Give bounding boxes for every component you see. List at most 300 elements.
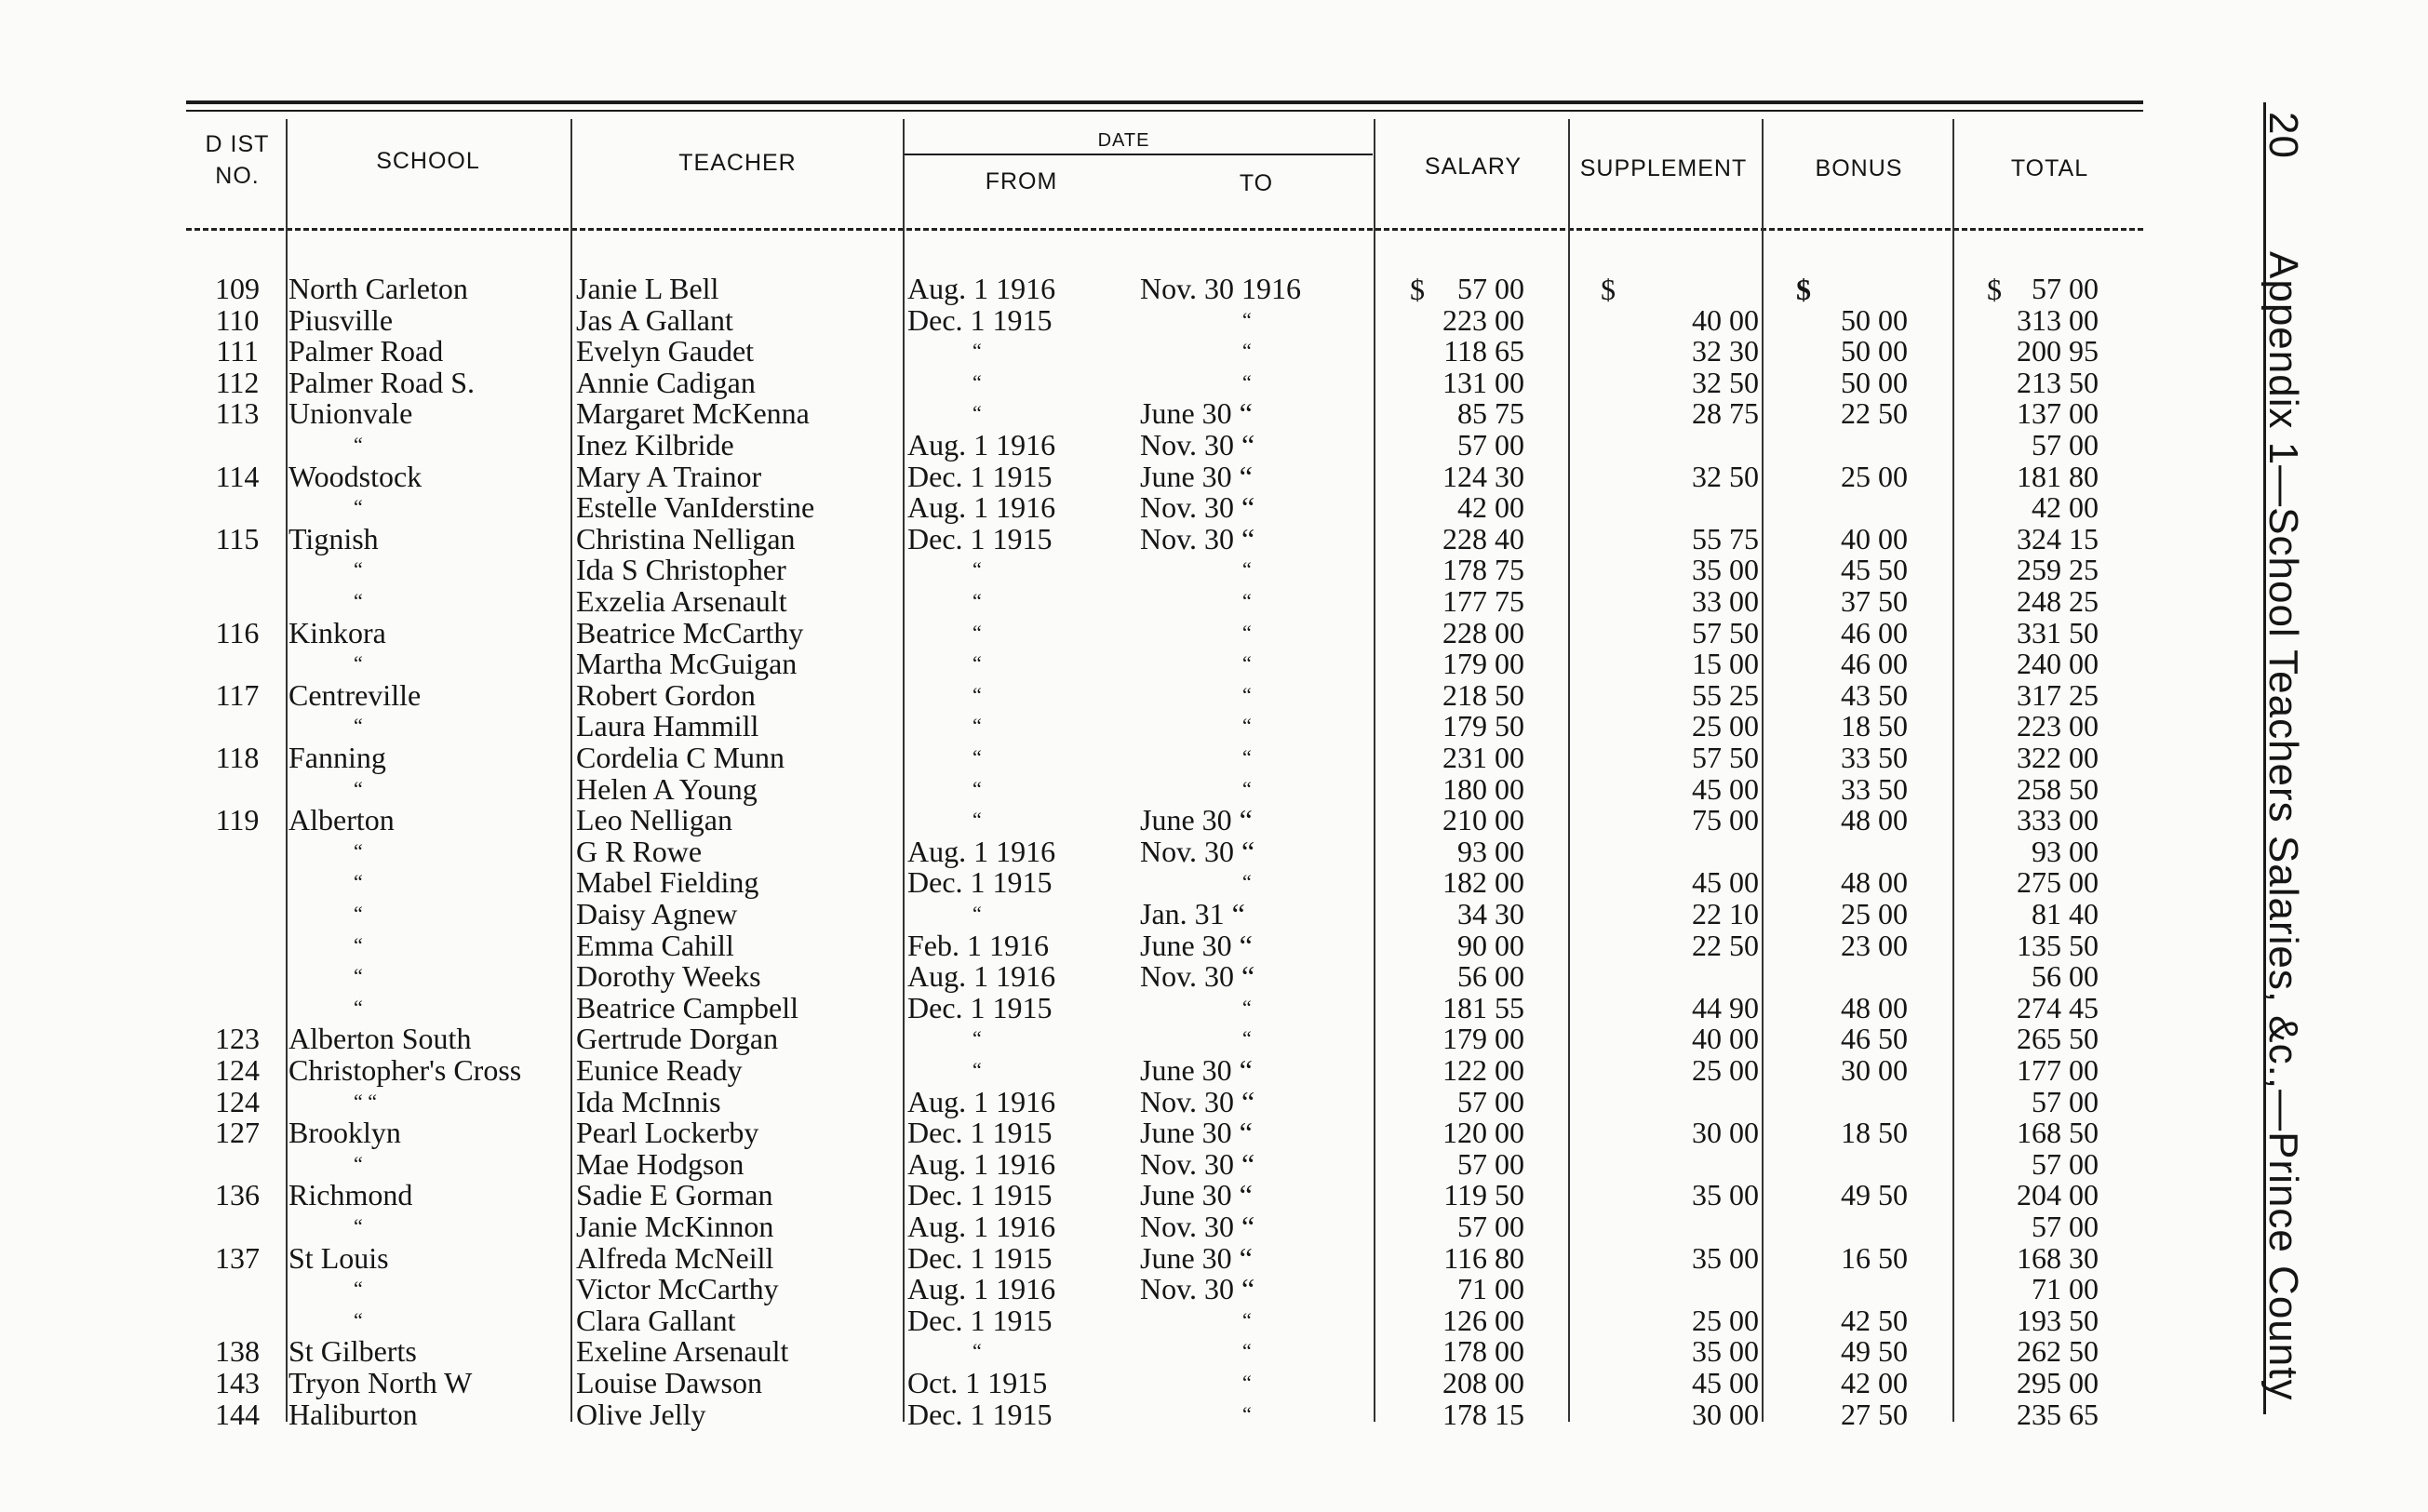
salary-cell: 181 55 (1442, 990, 1524, 1024)
total-cell: 181 80 (2017, 459, 2099, 493)
supplement-cell: 45 00 (1692, 865, 1759, 900)
from-date-cell: “ (973, 714, 982, 738)
salary-cell: 178 15 (1442, 1397, 1524, 1431)
bonus-cell: 43 50 (1841, 677, 1908, 712)
salary-cell: 178 75 (1442, 553, 1524, 587)
school-cell: Woodstock (288, 459, 423, 493)
teacher-cell: Ida McInnis (576, 1084, 721, 1118)
header-teacher: TEACHER (678, 150, 797, 176)
dist-cell: 118 (215, 741, 260, 774)
salary-cell: 57 00 (1457, 1210, 1524, 1243)
teacher-cell: Emma Cahill (576, 928, 734, 962)
from-date-cell: Dec. 1 1915 (907, 1303, 1053, 1337)
header-bonus: BONUS (1815, 155, 1903, 181)
salary-cell: 120 00 (1442, 1116, 1524, 1150)
teacher-cell: Louise Dawson (576, 1366, 762, 1399)
supplement-cell: 35 00 (1692, 1334, 1759, 1369)
table-row (0, 930, 2428, 961)
bonus-cell: 18 50 (1841, 709, 1908, 743)
teacher-cell: Alfreda McNeill (576, 1240, 774, 1275)
from-date-cell: “ (973, 401, 982, 425)
total-cell: 193 50 (2017, 1303, 2099, 1337)
school-cell: Unionvale (288, 396, 413, 431)
teacher-cell: Beatrice Campbell (576, 990, 799, 1024)
dist-cell: 114 (215, 459, 260, 493)
total-cell: 295 00 (2017, 1366, 2099, 1399)
teacher-cell: Clara Gallant (576, 1303, 736, 1337)
total-cell: 275 00 (2017, 865, 2099, 900)
total-cell: 331 50 (2017, 615, 2099, 649)
table-row (0, 617, 2428, 649)
supplement-cell: 22 50 (1692, 928, 1759, 962)
teacher-cell: Helen A Young (576, 771, 758, 806)
header-dist-no-label: D IST NO. (205, 131, 270, 189)
from-date-cell: Aug. 1 1916 (907, 1272, 1056, 1306)
salary-cell: 85 75 (1457, 396, 1524, 431)
salary-cell: 124 30 (1442, 459, 1524, 493)
to-date-cell: “ (1242, 714, 1252, 738)
school-cell: “ (354, 932, 363, 957)
school-cell: “ (354, 1307, 363, 1331)
teacher-cell: Olive Jelly (576, 1397, 706, 1431)
table-row (0, 710, 2428, 742)
salary-cell: 180 00 (1442, 771, 1524, 806)
from-date-cell: “ (973, 745, 982, 769)
to-date-cell: “ (1242, 339, 1252, 363)
school-cell: Palmer Road S. (288, 365, 475, 399)
from-date-cell: “ (973, 1339, 982, 1363)
total-cell: 274 45 (2017, 990, 2099, 1024)
school-cell: Alberton South (288, 1022, 472, 1056)
table-row (0, 1305, 2428, 1336)
to-date-cell: Nov. 30 “ (1140, 1084, 1255, 1118)
salary-cell: 57 00 (1457, 272, 1524, 305)
page-number (2260, 112, 2306, 159)
table-row (0, 960, 2428, 992)
school-cell: “ (354, 651, 363, 676)
school-cell: “ (354, 1151, 363, 1175)
teacher-cell: Ida S Christopher (576, 553, 786, 587)
header-date: DATE (1097, 130, 1150, 151)
teacher-cell: Daisy Agnew (576, 897, 738, 930)
table-row (0, 304, 2428, 336)
school-cell: “ (354, 870, 363, 894)
salary-cell: 116 80 (1443, 1240, 1524, 1275)
table-row (0, 1273, 2428, 1305)
teacher-cell: Martha McGuigan (576, 647, 798, 681)
from-date-cell: “ (973, 369, 982, 394)
total-cell: 57 00 (2032, 272, 2099, 305)
school-cell: Alberton (288, 803, 395, 837)
teacher-cell: Exzelia Arsenault (576, 584, 787, 618)
from-date-cell: “ (973, 808, 982, 832)
school-cell: St Gilberts (288, 1334, 417, 1369)
salary-cell: 179 50 (1442, 709, 1524, 743)
salary-cell: 208 00 (1442, 1366, 1524, 1399)
to-date-cell: June 30 “ (1140, 1116, 1253, 1150)
teacher-cell: Janie McKinnon (576, 1210, 774, 1243)
total-cell: 168 30 (2017, 1240, 2099, 1275)
total-cell: 240 00 (2017, 647, 2099, 681)
header-supplement: SUPPLEMENT (1579, 155, 1748, 181)
school-cell: Kinkora (288, 615, 386, 649)
teacher-cell: Sadie E Gorman (576, 1178, 773, 1212)
table-row (0, 648, 2428, 679)
teacher-cell: Cordelia C Munn (576, 741, 785, 774)
teacher-cell: Mabel Fielding (576, 865, 759, 900)
total-cell: 333 00 (2017, 803, 2099, 837)
total-cell: 258 50 (2017, 771, 2099, 806)
bonus-cell: 48 00 (1841, 990, 1908, 1024)
school-cell: Palmer Road (288, 334, 444, 368)
table-row (0, 898, 2428, 930)
to-date-cell: June 30 “ (1140, 928, 1253, 962)
table-row (0, 1242, 2428, 1274)
total-cell: 57 00 (2032, 1146, 2099, 1181)
dist-cell: 109 (215, 272, 260, 305)
page-number-text: 20 (2260, 112, 2306, 159)
teacher-cell: Laura Hammill (576, 709, 759, 743)
teacher-cell: Christina Nelligan (576, 521, 796, 555)
salary-cell: 42 00 (1457, 490, 1524, 525)
teacher-cell: Jas A Gallant (576, 302, 733, 337)
teacher-cell: Evelyn Gaudet (576, 334, 755, 368)
table-row (0, 1335, 2428, 1367)
dist-cell: 115 (215, 521, 260, 555)
teacher-cell: Janie L Bell (576, 272, 719, 305)
supplement-cell: 55 75 (1692, 521, 1759, 555)
school-cell: St Louis (288, 1240, 389, 1275)
header-to: TO (1239, 170, 1274, 196)
supplement-cell: 40 00 (1692, 302, 1759, 337)
from-date-cell: Dec. 1 1915 (907, 302, 1053, 337)
salary-cell: 228 00 (1442, 615, 1524, 649)
school-cell: “ (354, 495, 363, 519)
dist-cell: 111 (216, 334, 259, 368)
school-cell: Fanning (288, 741, 386, 774)
dist-cell: 117 (215, 677, 260, 712)
from-date-cell: Dec. 1 1915 (907, 865, 1053, 900)
total-cell: 42 00 (2032, 490, 2099, 525)
total-cell: 81 40 (2032, 897, 2099, 930)
salary-cell: 231 00 (1442, 741, 1524, 774)
salary-cell: 57 00 (1457, 1084, 1524, 1118)
to-date-cell: “ (1242, 682, 1252, 706)
table-row (0, 836, 2428, 867)
dist-cell: 113 (215, 396, 260, 431)
total-cell: 223 00 (2017, 709, 2099, 743)
salary-cell: 126 00 (1442, 1303, 1524, 1337)
supplement-cell: 28 75 (1692, 396, 1759, 431)
to-date-cell: June 30 “ (1140, 1240, 1253, 1275)
supplement-cell: 33 00 (1692, 584, 1759, 618)
teacher-cell: Dorothy Weeks (576, 959, 761, 994)
teacher-cell: Leo Nelligan (576, 803, 732, 837)
top-rule-thick (186, 100, 2143, 104)
header-from: FROM (985, 168, 1058, 194)
bonus-cell: 46 50 (1841, 1022, 1908, 1056)
table-row (0, 461, 2428, 492)
to-date-cell: “ (1242, 557, 1252, 582)
bonus-cell: 25 00 (1841, 459, 1908, 493)
table-row (0, 1211, 2428, 1242)
table-row (0, 742, 2428, 773)
header-salary: SALARY (1424, 154, 1523, 180)
salary-cell: 71 00 (1457, 1272, 1524, 1306)
from-date-cell: Dec. 1 1915 (907, 459, 1053, 493)
to-date-cell: “ (1242, 1401, 1252, 1425)
supplement-cell: 35 00 (1692, 1178, 1759, 1212)
bonus-cell: 48 00 (1841, 803, 1908, 837)
from-date-cell: “ (973, 557, 982, 582)
salary-cell: 93 00 (1457, 834, 1524, 868)
bonus-cell: 23 00 (1841, 928, 1908, 962)
school-cell: “ (354, 902, 363, 925)
to-date-cell: “ (1242, 620, 1252, 644)
total-cell: 200 95 (2017, 334, 2099, 368)
supplement-cell: 55 25 (1692, 677, 1759, 712)
bonus-cell: 37 50 (1841, 584, 1908, 618)
supplement-cell: 25 00 (1692, 1303, 1759, 1337)
to-date-cell: “ (1242, 1371, 1252, 1394)
table-row (0, 1398, 2428, 1430)
to-date-cell: “ (1242, 1339, 1252, 1363)
dist-cell: 138 (215, 1334, 260, 1369)
to-date-cell: “ (1242, 745, 1252, 769)
teacher-cell: Estelle VanIderstine (576, 490, 815, 525)
to-date-cell: Nov. 30 “ (1140, 1146, 1255, 1181)
salary-currency: $ (1410, 273, 1425, 306)
supplement-cell: 75 00 (1692, 803, 1759, 837)
to-date-cell: Nov. 30 “ (1140, 521, 1255, 555)
bonus-cell: 42 00 (1841, 1366, 1908, 1399)
salary-cell: 122 00 (1442, 1053, 1524, 1087)
header-bottom-rule (186, 228, 2143, 231)
to-date-cell: “ (1242, 776, 1252, 800)
supplement-cell: 45 00 (1692, 1366, 1759, 1399)
bonus-cell: 42 50 (1841, 1303, 1908, 1337)
dist-cell: 123 (215, 1022, 260, 1056)
table-row (0, 491, 2428, 523)
dist-cell: 116 (215, 615, 260, 649)
salary-cell: 56 00 (1457, 959, 1524, 994)
from-date-cell: Aug. 1 1916 (907, 490, 1056, 525)
to-date-cell: “ (1242, 651, 1252, 676)
school-cell: “ (354, 714, 363, 738)
to-date-cell: “ (1242, 307, 1252, 331)
bonus-cell: 49 50 (1841, 1178, 1908, 1212)
to-date-cell: Nov. 30 “ (1140, 1210, 1255, 1243)
supplement-cell: 44 90 (1692, 990, 1759, 1024)
from-date-cell: “ (973, 682, 982, 706)
teacher-cell: Eunice Ready (576, 1053, 743, 1087)
teacher-cell: Robert Gordon (576, 677, 756, 712)
teacher-cell: Gertrude Dorgan (576, 1022, 779, 1056)
table-row (0, 273, 2428, 304)
school-cell: North Carleton (288, 272, 468, 305)
bonus-cell: 50 00 (1841, 302, 1908, 337)
table-row (0, 866, 2428, 898)
total-cell: 168 50 (2017, 1116, 2099, 1150)
table-row (0, 429, 2428, 461)
school-cell: Brooklyn (288, 1116, 401, 1150)
table-row (0, 992, 2428, 1024)
bonus-cell: 49 50 (1841, 1334, 1908, 1369)
school-cell: “ (354, 776, 363, 800)
header-total: TOTAL (2010, 155, 2089, 181)
table-row (0, 1054, 2428, 1086)
from-date-cell: “ (973, 1058, 982, 1081)
school-cell: Centreville (288, 677, 422, 712)
school-cell: “ “ (354, 1089, 378, 1113)
salary-cell: 90 00 (1457, 928, 1524, 962)
from-date-cell: “ (973, 620, 982, 644)
to-date-cell: “ (1242, 870, 1252, 894)
from-date-cell: Aug. 1 1916 (907, 272, 1056, 305)
from-date-cell: “ (973, 902, 982, 925)
supplement-cell: 35 00 (1692, 553, 1759, 587)
top-rule-thin (186, 110, 2143, 112)
school-cell: “ (354, 995, 363, 1019)
table-row (0, 554, 2428, 585)
from-date-cell: Dec. 1 1915 (907, 990, 1053, 1024)
bonus-cell: 25 00 (1841, 897, 1908, 930)
dist-cell: 119 (215, 803, 260, 837)
total-cell: 57 00 (2032, 428, 2099, 462)
bonus-cell: 22 50 (1841, 396, 1908, 431)
bonus-cell: 46 00 (1841, 647, 1908, 681)
to-date-cell: Nov. 30 “ (1140, 428, 1255, 462)
bonus-cell: 30 00 (1841, 1053, 1908, 1087)
school-cell: “ (354, 589, 363, 612)
supplement-cell: 25 00 (1692, 1053, 1759, 1087)
to-date-cell: Nov. 30 “ (1140, 834, 1255, 868)
bonus-cell: 40 00 (1841, 521, 1908, 555)
salary-cell: 119 50 (1443, 1178, 1524, 1212)
to-date-cell: June 30 “ (1140, 396, 1253, 431)
total-cell: 317 25 (2017, 677, 2099, 712)
total-cell: 204 00 (2017, 1178, 2099, 1212)
salary-cell: 179 00 (1442, 1022, 1524, 1056)
total-cell: 57 00 (2032, 1210, 2099, 1243)
school-cell: “ (354, 838, 363, 863)
bonus-cell: 27 50 (1841, 1397, 1908, 1431)
dist-cell: 127 (215, 1116, 260, 1150)
to-date-cell: Nov. 30 “ (1140, 490, 1255, 525)
dist-cell: 110 (215, 302, 260, 337)
table-row (0, 679, 2428, 711)
salary-cell: 182 00 (1442, 865, 1524, 900)
total-cell: 262 50 (2017, 1334, 2099, 1369)
table-row (0, 1023, 2428, 1054)
to-date-cell: “ (1242, 1026, 1252, 1050)
from-date-cell: Dec. 1 1915 (907, 521, 1053, 555)
dist-cell: 143 (215, 1366, 260, 1399)
total-cell: 259 25 (2017, 553, 2099, 587)
table-row (0, 804, 2428, 836)
salary-cell: 210 00 (1442, 803, 1524, 837)
salary-cell: 228 40 (1442, 521, 1524, 555)
supplement-cell: 35 00 (1692, 1240, 1759, 1275)
to-date-cell: June 30 “ (1140, 1053, 1253, 1087)
school-cell: “ (354, 964, 363, 988)
teacher-cell: Mae Hodgson (576, 1146, 744, 1181)
bonus-cell: 50 00 (1841, 334, 1908, 368)
from-date-cell: Oct. 1 1915 (907, 1366, 1048, 1399)
supplement-cell: 15 00 (1692, 647, 1759, 681)
total-cell: 322 00 (2017, 741, 2099, 774)
table-row (0, 1367, 2428, 1398)
supplement-cell: 57 50 (1692, 615, 1759, 649)
bonus-cell: 18 50 (1841, 1116, 1908, 1150)
salary-cell: 177 75 (1442, 584, 1524, 618)
table-row (0, 397, 2428, 429)
total-cell: 57 00 (2032, 1084, 2099, 1118)
dist-cell: 136 (215, 1178, 260, 1212)
dist-cell: 124 (215, 1084, 260, 1118)
to-date-cell: June 30 “ (1140, 1178, 1253, 1212)
to-date-cell: “ (1242, 1307, 1252, 1331)
to-date-cell: June 30 “ (1140, 459, 1253, 493)
from-date-cell: “ (973, 589, 982, 612)
bonus-cell: 50 00 (1841, 365, 1908, 399)
table-row (0, 1117, 2428, 1148)
salary-cell: 179 00 (1442, 647, 1524, 681)
supplement-currency: $ (1601, 273, 1616, 306)
supplement-cell: 32 50 (1692, 459, 1759, 493)
total-cell: 213 50 (2017, 365, 2099, 399)
table-row (0, 1086, 2428, 1117)
teacher-cell: Victor McCarthy (576, 1272, 779, 1306)
header-dist-no (186, 128, 288, 192)
salary-cell: 178 00 (1442, 1334, 1524, 1369)
total-currency: $ (1987, 273, 2002, 306)
teacher-cell: Beatrice McCarthy (576, 615, 804, 649)
salary-cell: 131 00 (1442, 365, 1524, 399)
table-row (0, 1148, 2428, 1180)
table-row (0, 523, 2428, 555)
bonus-cell: 33 50 (1841, 771, 1908, 806)
from-date-cell: Aug. 1 1916 (907, 1146, 1056, 1181)
from-date-cell: Feb. 1 1916 (907, 928, 1049, 962)
from-date-cell: Aug. 1 1916 (907, 1210, 1056, 1243)
salary-cell: 57 00 (1457, 428, 1524, 462)
dist-cell: 144 (215, 1397, 260, 1431)
supplement-cell: 45 00 (1692, 771, 1759, 806)
school-cell: “ (354, 433, 363, 456)
school-cell: Tryon North W (288, 1366, 473, 1399)
bonus-currency: $ (1796, 273, 1811, 306)
to-date-cell: Nov. 30 1916 (1140, 272, 1302, 305)
salary-cell: 118 65 (1443, 334, 1524, 368)
from-date-cell: Aug. 1 1916 (907, 428, 1056, 462)
school-cell: Tignish (288, 521, 379, 555)
supplement-cell: 30 00 (1692, 1116, 1759, 1150)
from-date-cell: Dec. 1 1915 (907, 1116, 1053, 1150)
side-title: Appendix 1—School Teachers Salaries, &c.,—Prince County (2260, 251, 2306, 1401)
from-date-cell: Aug. 1 1916 (907, 1084, 1056, 1118)
teacher-cell: Mary A Trainor (576, 459, 762, 493)
bonus-cell: 46 00 (1841, 615, 1908, 649)
teacher-cell: Pearl Lockerby (576, 1116, 759, 1150)
dist-cell: 124 (215, 1053, 260, 1087)
from-date-cell: Aug. 1 1916 (907, 959, 1056, 994)
supplement-cell: 32 50 (1692, 365, 1759, 399)
total-cell: 71 00 (2032, 1272, 2099, 1306)
salary-cell: 223 00 (1442, 302, 1524, 337)
from-date-cell: “ (973, 651, 982, 676)
to-date-cell: Nov. 30 “ (1140, 959, 1255, 994)
